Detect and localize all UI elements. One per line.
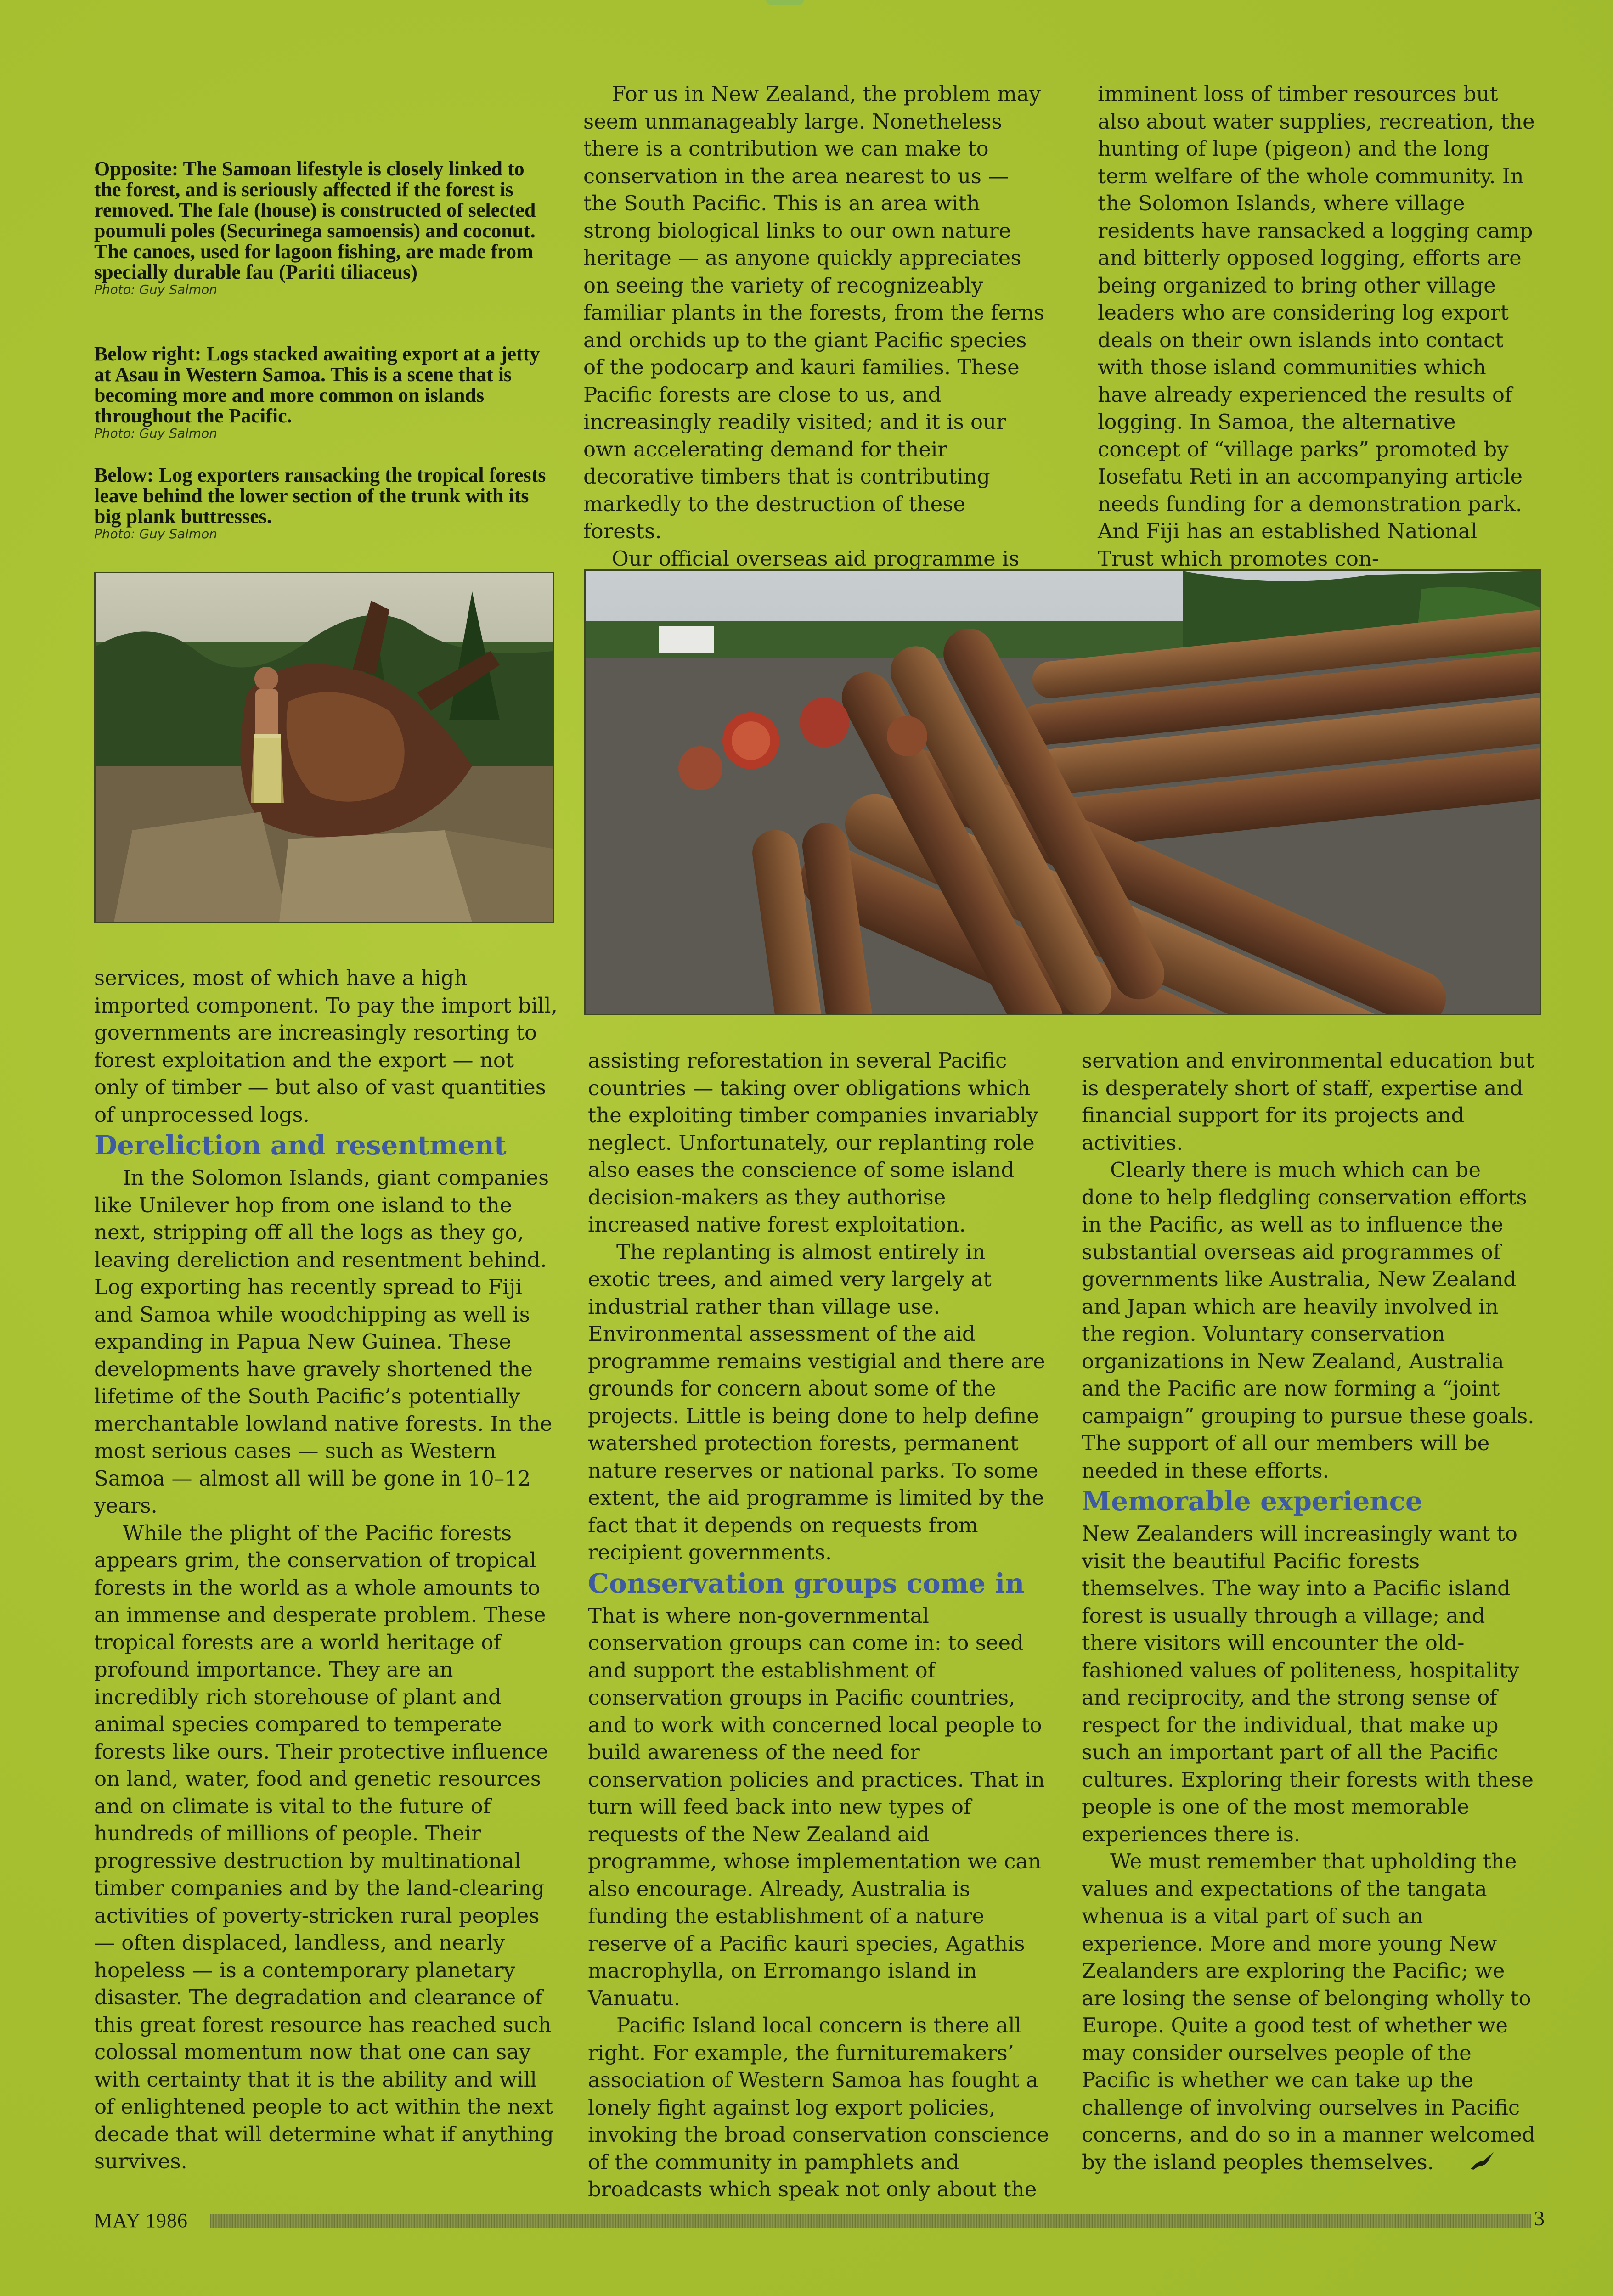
paragraph-text: We must remember that upholding the values and expectations of the tangata whenua is a vital part of such an experience. More and more young New Zealanders are exploring the Pacific; we are losing the sense of belonging wholly to Europe. Quite a good test of whether we may consider ourselves people of the Pacific is whether we can take up the challenge of involving ourselves in Pacific concerns, and do so in a manner welcomed by the island peoples themselves. [1082,1849,1535,2174]
footer-rule [210,2214,1531,2228]
paragraph [1082,1848,1536,2178]
paragraph: For us in New Zealand, the problem may seem unmanageably large. Nonetheless there is a contribution we can make to conservation in the area nearest to us — the South Pacific. This is an area with strong biological links to our own nature heritage — as anyone quickly appreciates on seeing the variety of recognizeably familiar plants in the forests, from the ferns and orchids up to the giant Pacific species of the podocarp and kauri families. These Pacific forests are close to us, and increasingly readily visited; and it is our own accelerating demand for their decorative timbers that is contributing markedly to the destruction of these forests. [583,82,1045,543]
paragraph: Pacific Island local concern is there all right. For example, the furnituremakers’ association of Western Samoa has fought a lonely fight against log export policies, invoking the broad conservation conscience of the community in pamphlets and broadcasts which speak not only about the [588,2013,1049,2201]
caption-text: Opposite: The Samoan lifestyle is closely linked to the forest, and is seriously affected if the forest is removed. The fale (house) is constructed of selected poumuli poles (Securinega samoensis) and coconut. The canoes, used for lagoon fishing, are made from specially durable fau (Pariti tiliaceus) [94,158,536,283]
photo-log-stump-image [96,573,553,922]
bird-end-mark-icon [1440,2150,1496,2178]
top-tab [766,0,804,5]
section-heading-memorable-experience: Memorable experience [1082,1486,1422,1517]
paragraph: The replanting is almost entirely in exotic trees, and aimed very largely at industrial rather than village use. Environmental assessment of the aid programme remains vestigial and there are grounds for concern about some of the projects. Little is being done to help define watershed protection forests, permanent nature reserves or national parks. To some extent, the aid programme is limited by the fact that it depends on requests from recipient governments. [588,1239,1045,1564]
photo-log-pile [584,569,1541,1015]
page-number: 3 [1534,2206,1545,2230]
paragraph: That is where non-governmental conservation groups can come in: to seed and support the establishment of conservation groups in Pacific countries, and to work with concerned local people to build awareness of the need for conservation policies and practices. That in turn will feed back into new types of requests of the New Zealand aid programme, whose implementation we can also encourage. Already, Australia is funding the establishment of a nature reserve of a Pacific kauri species, Agathis macrophylla, on Erromango island in Vanuatu. [588,1603,1045,2010]
caption-opposite [94,158,549,297]
paragraph: Clearly there is much which can be done to help fledgling conservation efforts in the Pacific, as well as to influence the substantial overseas aid programmes of governments like Australia, New Zealand and Japan which are heavily involved in the region. Voluntary conservation organizations in New Zealand, Australia and the Pacific are now forming a “joint campaign” grouping to pursue these goals. The support of all our members will be needed in these efforts. [1082,1158,1534,1483]
photo-log-pile-image [586,571,1540,1014]
paragraph: servation and environmental education but is desperately short of staff, expertise and financial support for its projects and activities. [1082,1048,1534,1155]
column-1-bottom [94,964,558,2175]
photo-credit: Photo: Guy Salmon [94,526,217,541]
photo-credit: Photo: Guy Salmon [94,426,217,441]
paragraph: New Zealanders will increasingly want to visit the beautiful Pacific forests themselves. The way into a Pacific island forest is usually through a village; and there visitors will encounter the old-fashioned values of politeness, hospitality and reciprocity, and the strong sense of respect for the individual, that make up such an important part of all the Pacific cultures. Exploring their forests with these people is one of the most memorable experiences there is. [1082,1521,1534,1846]
caption-below-right [94,343,549,441]
caption-below [94,465,549,541]
photo-log-stump [94,572,554,923]
caption-text: Below right: Logs stacked awaiting export at a jetty at Asau in Western Samoa. This is a scene that is becoming more and more common on islands throughout the Pacific. [94,343,540,427]
paragraph: In the Solomon Islands, giant companies like Unilever hop from one island to the next, stripping off all the logs as they go, leaving dereliction and resentment behind. Log exporting has recently spread to Fiji and Samoa while woodchipping as well is expanding in Papua New Guinea. These developments have gravely shortened the lifetime of the South Pacific’s potentially merchantable lowland native forests. In the most serious cases — such as Western Samoa — almost all will be gone in 10–12 years. [94,1165,553,1518]
footer-date: MAY 1986 [94,2209,188,2232]
paragraph: assisting reforestation in several Pacific countries — taking over obligations which the exploiting timber companies invariably neglect. Unfortunately, our replanting role also eases the conscience of some island decision-makers as they authorise increased native forest exploitation. [588,1048,1038,1237]
column-2-top [583,80,1047,572]
paragraph: Our official overseas aid programme is [612,546,1020,571]
photo-credit: Photo: Guy Salmon [94,282,217,297]
column-3-top [1098,80,1539,572]
column-2-bottom [588,1047,1052,2203]
paragraph: services, most of which have a high imported component. To pay the import bill, governments are increasingly resorting to forest exploitation and the export — not only of timber — but also of vast quantities of unprocessed logs. [94,966,558,1127]
column-3-bottom [1082,1047,1536,2178]
section-heading-conservation-groups: Conservation groups come in [588,1567,1025,1599]
section-heading-dereliction: Dereliction and resentment [94,1130,507,1161]
paragraph: imminent loss of timber resources but also about water supplies, recreation, the hunting of lupe (pigeon) and the long term welfare of the whole community. In the Solomon Islands, where village residents have ransacked a logging camp and bitterly opposed logging, efforts are being organized to bring other village leaders who are considering log export deals on their own islands into contact with those island communities which have already experienced the results of logging. In Samoa, the alternative concept of “village parks” promoted by Iosefatu Reti in an accompanying article needs funding for a demonstration park. And Fiji has an established National Trust which promotes con- [1098,82,1535,571]
caption-text: Below: Log exporters ransacking the tropical forests leave behind the lower section of the trunk with its big plank buttresses. [94,464,546,528]
paragraph: While the plight of the Pacific forests appears grim, the conservation of tropical forests in the world as a whole amounts to an immense and desperate problem. These tropical forests are a world heritage of profound importance. They are an incredibly rich storehouse of plant and animal species compared to temperate forests like ours. Their protective influence on land, water, food and genetic resources and on climate is vital to the future of hundreds of millions of people. Their progressive destruction by multinational timber companies and by the land-clearing activities of poverty-stricken rural peoples — often displaced, landless, and nearly hopeless — is a contemporary planetary disaster. The degradation and clearance of this great forest resource has reached such colossal momentum now that one can say with certainty that it is the ability and will of enlightened people to act within the next decade that will determine what if anything survives. [94,1520,554,2173]
